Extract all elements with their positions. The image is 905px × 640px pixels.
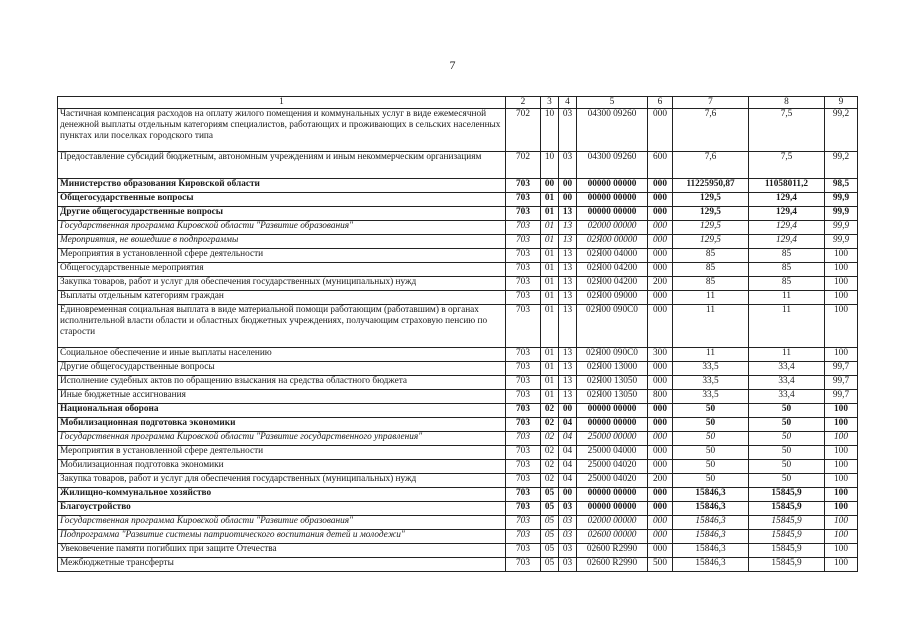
row-name-cell: Мобилизационная подготовка экономики xyxy=(58,460,506,474)
planned-amount-cell: 129,5 xyxy=(673,193,749,207)
planned-amount-cell: 15846,3 xyxy=(673,544,749,558)
table-row xyxy=(58,446,858,460)
target-article-cell: 25000 00000 xyxy=(577,432,648,446)
table-row xyxy=(58,404,858,418)
execution-percent-cell: 99,7 xyxy=(825,376,858,390)
table-row xyxy=(58,544,858,558)
row-name-cell: Мероприятия, не вошедшие в подпрограммы xyxy=(58,235,506,249)
executed-amount-cell: 85 xyxy=(749,277,825,291)
expense-type-cell: 800 xyxy=(648,390,673,404)
table-row xyxy=(58,558,858,572)
section-code-cell: 01 xyxy=(541,263,559,277)
execution-percent-cell: 99,7 xyxy=(825,390,858,404)
executed-amount-cell: 15845,9 xyxy=(749,488,825,502)
ministry-code-cell: 703 xyxy=(506,488,541,502)
table-row xyxy=(58,235,858,249)
section-code-cell: 05 xyxy=(541,502,559,516)
subsection-code-cell: 03 xyxy=(559,516,577,530)
header-cell: 6 xyxy=(648,97,673,109)
section-code-cell: 01 xyxy=(541,305,559,348)
section-code-cell: 02 xyxy=(541,460,559,474)
section-code-cell: 05 xyxy=(541,488,559,502)
planned-amount-cell: 50 xyxy=(673,404,749,418)
ministry-code-cell: 703 xyxy=(506,446,541,460)
executed-amount-cell: 15845,9 xyxy=(749,558,825,572)
target-article-cell: 02Я00 13050 xyxy=(577,376,648,390)
expense-type-cell: 500 xyxy=(648,558,673,572)
execution-percent-cell: 100 xyxy=(825,305,858,348)
planned-amount-cell: 15846,3 xyxy=(673,502,749,516)
subsection-code-cell: 00 xyxy=(559,404,577,418)
expense-type-cell: 000 xyxy=(648,404,673,418)
header-cell: 7 xyxy=(673,97,749,109)
section-code-cell: 01 xyxy=(541,376,559,390)
subsection-code-cell: 03 xyxy=(559,544,577,558)
row-name-cell: Мобилизационная подготовка экономики xyxy=(58,418,506,432)
ministry-code-cell: 703 xyxy=(506,207,541,221)
row-name-cell: Исполнение судебных актов по обращению взыскания на средства областного бюджета xyxy=(58,376,506,390)
planned-amount-cell: 85 xyxy=(673,263,749,277)
ministry-code-cell: 703 xyxy=(506,291,541,305)
header-cell: 9 xyxy=(825,97,858,109)
budget-table xyxy=(57,96,858,572)
ministry-code-cell: 703 xyxy=(506,390,541,404)
ministry-code-cell: 703 xyxy=(506,348,541,362)
ministry-code-cell: 703 xyxy=(506,305,541,348)
subsection-code-cell: 03 xyxy=(559,558,577,572)
execution-percent-cell: 100 xyxy=(825,558,858,572)
planned-amount-cell: 15846,3 xyxy=(673,558,749,572)
target-article-cell: 04300 09260 xyxy=(577,152,648,179)
ministry-code-cell: 703 xyxy=(506,362,541,376)
section-code-cell: 02 xyxy=(541,418,559,432)
table-row xyxy=(58,390,858,404)
target-article-cell: 00000 00000 xyxy=(577,502,648,516)
ministry-code-cell: 703 xyxy=(506,558,541,572)
planned-amount-cell: 85 xyxy=(673,277,749,291)
row-name-cell: Социальное обеспечение и иные выплаты населению xyxy=(58,348,506,362)
section-code-cell: 01 xyxy=(541,277,559,291)
ministry-code-cell: 703 xyxy=(506,474,541,488)
subsection-code-cell: 03 xyxy=(559,152,577,179)
section-code-cell: 02 xyxy=(541,446,559,460)
executed-amount-cell: 7,5 xyxy=(749,152,825,179)
planned-amount-cell: 33,5 xyxy=(673,362,749,376)
expense-type-cell: 200 xyxy=(648,277,673,291)
row-name-cell: Выплаты отдельным категориям граждан xyxy=(58,291,506,305)
planned-amount-cell: 50 xyxy=(673,446,749,460)
section-code-cell: 10 xyxy=(541,109,559,152)
subsection-code-cell: 13 xyxy=(559,376,577,390)
table-row xyxy=(58,207,858,221)
target-article-cell: 02000 00000 xyxy=(577,221,648,235)
execution-percent-cell: 99,9 xyxy=(825,235,858,249)
target-article-cell: 02Я00 090С0 xyxy=(577,305,648,348)
table-row xyxy=(58,249,858,263)
executed-amount-cell: 50 xyxy=(749,418,825,432)
planned-amount-cell: 50 xyxy=(673,432,749,446)
execution-percent-cell: 100 xyxy=(825,530,858,544)
subsection-code-cell: 04 xyxy=(559,446,577,460)
row-name-cell: Национальная оборона xyxy=(58,404,506,418)
subsection-code-cell: 03 xyxy=(559,530,577,544)
executed-amount-cell: 33,4 xyxy=(749,362,825,376)
section-code-cell: 01 xyxy=(541,221,559,235)
execution-percent-cell: 99,7 xyxy=(825,362,858,376)
table-row xyxy=(58,109,858,152)
executed-amount-cell: 129,4 xyxy=(749,193,825,207)
target-article-cell: 02000 00000 xyxy=(577,516,648,530)
section-code-cell: 02 xyxy=(541,404,559,418)
planned-amount-cell: 7,6 xyxy=(673,152,749,179)
expense-type-cell: 000 xyxy=(648,418,673,432)
header-cell: 2 xyxy=(506,97,541,109)
expense-type-cell: 600 xyxy=(648,152,673,179)
ministry-code-cell: 703 xyxy=(506,263,541,277)
expense-type-cell: 000 xyxy=(648,179,673,193)
table-row xyxy=(58,263,858,277)
header-cell: 4 xyxy=(559,97,577,109)
subsection-code-cell: 13 xyxy=(559,235,577,249)
table-row xyxy=(58,305,858,348)
planned-amount-cell: 11225950,87 xyxy=(673,179,749,193)
expense-type-cell: 000 xyxy=(648,376,673,390)
expense-type-cell: 000 xyxy=(648,516,673,530)
planned-amount-cell: 50 xyxy=(673,418,749,432)
ministry-code-cell: 703 xyxy=(506,460,541,474)
executed-amount-cell: 11 xyxy=(749,305,825,348)
expense-type-cell: 300 xyxy=(648,348,673,362)
table-row xyxy=(58,488,858,502)
planned-amount-cell: 15846,3 xyxy=(673,530,749,544)
table-row xyxy=(58,432,858,446)
executed-amount-cell: 33,4 xyxy=(749,390,825,404)
section-code-cell: 01 xyxy=(541,390,559,404)
section-code-cell: 05 xyxy=(541,516,559,530)
execution-percent-cell: 100 xyxy=(825,277,858,291)
expense-type-cell: 000 xyxy=(648,193,673,207)
execution-percent-cell: 100 xyxy=(825,488,858,502)
execution-percent-cell: 99,2 xyxy=(825,152,858,179)
executed-amount-cell: 50 xyxy=(749,474,825,488)
target-article-cell: 00000 00000 xyxy=(577,179,648,193)
executed-amount-cell: 11 xyxy=(749,291,825,305)
planned-amount-cell: 15846,3 xyxy=(673,488,749,502)
target-article-cell: 02Я00 09000 xyxy=(577,291,648,305)
planned-amount-cell: 11 xyxy=(673,305,749,348)
table-row xyxy=(58,179,858,193)
target-article-cell: 02600 R2990 xyxy=(577,558,648,572)
expense-type-cell: 000 xyxy=(648,207,673,221)
planned-amount-cell: 15846,3 xyxy=(673,516,749,530)
target-article-cell: 04300 09260 xyxy=(577,109,648,152)
ministry-code-cell: 703 xyxy=(506,418,541,432)
executed-amount-cell: 15845,9 xyxy=(749,530,825,544)
ministry-code-cell: 703 xyxy=(506,544,541,558)
section-code-cell: 01 xyxy=(541,348,559,362)
ministry-code-cell: 703 xyxy=(506,249,541,263)
section-code-cell: 01 xyxy=(541,235,559,249)
expense-type-cell: 000 xyxy=(648,291,673,305)
ministry-code-cell: 703 xyxy=(506,376,541,390)
execution-percent-cell: 100 xyxy=(825,502,858,516)
row-name-cell: Единовременная социальная выплата в виде материальной помощи работающим (работавшим) в органах исполнительной власти области и областных бюджетных учреждениях, получающим страховую пенсию по старости xyxy=(58,305,506,348)
section-code-cell: 01 xyxy=(541,193,559,207)
executed-amount-cell: 15845,9 xyxy=(749,544,825,558)
ministry-code-cell: 702 xyxy=(506,109,541,152)
section-code-cell: 02 xyxy=(541,432,559,446)
ministry-code-cell: 703 xyxy=(506,193,541,207)
executed-amount-cell: 129,4 xyxy=(749,207,825,221)
subsection-code-cell: 13 xyxy=(559,207,577,221)
section-code-cell: 05 xyxy=(541,544,559,558)
table-row xyxy=(58,418,858,432)
header-cell: 3 xyxy=(541,97,559,109)
subsection-code-cell: 13 xyxy=(559,362,577,376)
planned-amount-cell: 11 xyxy=(673,348,749,362)
row-name-cell: Межбюджетные трансферты xyxy=(58,558,506,572)
section-code-cell: 05 xyxy=(541,530,559,544)
header-cell: 1 xyxy=(58,97,506,109)
section-code-cell: 00 xyxy=(541,179,559,193)
ministry-code-cell: 703 xyxy=(506,516,541,530)
executed-amount-cell: 85 xyxy=(749,263,825,277)
expense-type-cell: 000 xyxy=(648,432,673,446)
expense-type-cell: 000 xyxy=(648,249,673,263)
target-article-cell: 02Я00 00000 xyxy=(577,235,648,249)
row-name-cell: Другие общегосударственные вопросы xyxy=(58,207,506,221)
executed-amount-cell: 50 xyxy=(749,460,825,474)
executed-amount-cell: 7,5 xyxy=(749,109,825,152)
ministry-code-cell: 703 xyxy=(506,502,541,516)
expense-type-cell: 000 xyxy=(648,235,673,249)
execution-percent-cell: 100 xyxy=(825,432,858,446)
subsection-code-cell: 13 xyxy=(559,348,577,362)
row-name-cell: Частичная компенсация расходов на оплату жилого помещения и коммунальных услуг в виде ежемесячной денежной выплаты отдельным категориям специалистов, работающих и проживающих в сельских населенных пунктах или поселках городского типа xyxy=(58,109,506,152)
row-name-cell: Другие общегосударственные вопросы xyxy=(58,362,506,376)
table-row xyxy=(58,376,858,390)
subsection-code-cell: 00 xyxy=(559,488,577,502)
table-row xyxy=(58,362,858,376)
row-name-cell: Мероприятия в установленной сфере деятельности xyxy=(58,446,506,460)
planned-amount-cell: 129,5 xyxy=(673,207,749,221)
table-row xyxy=(58,277,858,291)
subsection-code-cell: 13 xyxy=(559,390,577,404)
execution-percent-cell: 100 xyxy=(825,516,858,530)
table-row xyxy=(58,502,858,516)
table-row xyxy=(58,460,858,474)
planned-amount-cell: 33,5 xyxy=(673,390,749,404)
execution-percent-cell: 100 xyxy=(825,460,858,474)
expense-type-cell: 000 xyxy=(648,502,673,516)
subsection-code-cell: 13 xyxy=(559,277,577,291)
row-name-cell: Государственная программа Кировской области "Развитие образования" xyxy=(58,221,506,235)
section-code-cell: 01 xyxy=(541,207,559,221)
page-number: 7 xyxy=(449,58,456,72)
row-name-cell: Увековечение памяти погибших при защите Отечества xyxy=(58,544,506,558)
executed-amount-cell: 129,4 xyxy=(749,235,825,249)
executed-amount-cell: 11058011,2 xyxy=(749,179,825,193)
ministry-code-cell: 703 xyxy=(506,235,541,249)
execution-percent-cell: 100 xyxy=(825,474,858,488)
target-article-cell: 00000 00000 xyxy=(577,207,648,221)
target-article-cell: 00000 00000 xyxy=(577,488,648,502)
section-code-cell: 05 xyxy=(541,558,559,572)
subsection-code-cell: 00 xyxy=(559,179,577,193)
subsection-code-cell: 13 xyxy=(559,305,577,348)
table-row xyxy=(58,221,858,235)
executed-amount-cell: 15845,9 xyxy=(749,502,825,516)
expense-type-cell: 000 xyxy=(648,263,673,277)
execution-percent-cell: 100 xyxy=(825,446,858,460)
header-cell: 8 xyxy=(749,97,825,109)
execution-percent-cell: 99,9 xyxy=(825,207,858,221)
target-article-cell: 02Я00 090С0 xyxy=(577,348,648,362)
subsection-code-cell: 13 xyxy=(559,221,577,235)
expense-type-cell: 000 xyxy=(648,460,673,474)
target-article-cell: 02Я00 04000 xyxy=(577,249,648,263)
expense-type-cell: 000 xyxy=(648,305,673,348)
execution-percent-cell: 100 xyxy=(825,249,858,263)
row-name-cell: Государственная программа Кировской области "Развитие государственного управления" xyxy=(58,432,506,446)
executed-amount-cell: 50 xyxy=(749,432,825,446)
table-row xyxy=(58,152,858,179)
table-row xyxy=(58,193,858,207)
expense-type-cell: 000 xyxy=(648,530,673,544)
row-name-cell: Государственная программа Кировской области "Развитие образования" xyxy=(58,516,506,530)
execution-percent-cell: 99,9 xyxy=(825,193,858,207)
target-article-cell: 02600 R2990 xyxy=(577,544,648,558)
subsection-code-cell: 04 xyxy=(559,474,577,488)
section-code-cell: 01 xyxy=(541,291,559,305)
header-cell: 5 xyxy=(577,97,648,109)
table-header-row xyxy=(58,97,858,109)
execution-percent-cell: 100 xyxy=(825,291,858,305)
subsection-code-cell: 03 xyxy=(559,109,577,152)
execution-percent-cell: 100 xyxy=(825,544,858,558)
planned-amount-cell: 7,6 xyxy=(673,109,749,152)
row-name-cell: Благоустройство xyxy=(58,502,506,516)
expense-type-cell: 000 xyxy=(648,544,673,558)
row-name-cell: Подпрограмма "Развитие системы патриотического воспитания детей и молодежи" xyxy=(58,530,506,544)
executed-amount-cell: 33,4 xyxy=(749,376,825,390)
planned-amount-cell: 50 xyxy=(673,474,749,488)
row-name-cell: Министерство образования Кировской области xyxy=(58,179,506,193)
executed-amount-cell: 129,4 xyxy=(749,221,825,235)
expense-type-cell: 200 xyxy=(648,474,673,488)
planned-amount-cell: 129,5 xyxy=(673,221,749,235)
planned-amount-cell: 85 xyxy=(673,249,749,263)
execution-percent-cell: 99,9 xyxy=(825,221,858,235)
table-row xyxy=(58,291,858,305)
execution-percent-cell: 100 xyxy=(825,263,858,277)
row-name-cell: Закупка товаров, работ и услуг для обеспечения государственных (муниципальных) нужд xyxy=(58,474,506,488)
row-name-cell: Общегосударственные мероприятия xyxy=(58,263,506,277)
subsection-code-cell: 13 xyxy=(559,263,577,277)
row-name-cell: Мероприятия в установленной сфере деятельности xyxy=(58,249,506,263)
subsection-code-cell: 04 xyxy=(559,432,577,446)
target-article-cell: 25000 04020 xyxy=(577,460,648,474)
subsection-code-cell: 04 xyxy=(559,418,577,432)
table-row xyxy=(58,516,858,530)
execution-percent-cell: 99,2 xyxy=(825,109,858,152)
target-article-cell: 02Я00 04200 xyxy=(577,277,648,291)
section-code-cell: 01 xyxy=(541,362,559,376)
row-name-cell: Жилищно-коммунальное хозяйство xyxy=(58,488,506,502)
subsection-code-cell: 00 xyxy=(559,193,577,207)
row-name-cell: Иные бюджетные ассигнования xyxy=(58,390,506,404)
expense-type-cell: 000 xyxy=(648,362,673,376)
subsection-code-cell: 03 xyxy=(559,502,577,516)
subsection-code-cell: 04 xyxy=(559,460,577,474)
executed-amount-cell: 50 xyxy=(749,446,825,460)
section-code-cell: 02 xyxy=(541,474,559,488)
row-name-cell: Предоставление субсидий бюджетным, автономным учреждениям и иным некоммерческим организациям xyxy=(58,152,506,179)
executed-amount-cell: 50 xyxy=(749,404,825,418)
subsection-code-cell: 13 xyxy=(559,249,577,263)
planned-amount-cell: 50 xyxy=(673,460,749,474)
planned-amount-cell: 129,5 xyxy=(673,235,749,249)
target-article-cell: 02Я00 04200 xyxy=(577,263,648,277)
ministry-code-cell: 703 xyxy=(506,221,541,235)
table-row xyxy=(58,530,858,544)
ministry-code-cell: 703 xyxy=(506,179,541,193)
planned-amount-cell: 33,5 xyxy=(673,376,749,390)
section-code-cell: 01 xyxy=(541,249,559,263)
target-article-cell: 02Я00 13000 xyxy=(577,362,648,376)
subsection-code-cell: 13 xyxy=(559,291,577,305)
table-row xyxy=(58,348,858,362)
executed-amount-cell: 15845,9 xyxy=(749,516,825,530)
target-article-cell: 00000 00000 xyxy=(577,418,648,432)
table-row xyxy=(58,474,858,488)
execution-percent-cell: 100 xyxy=(825,418,858,432)
target-article-cell: 00000 00000 xyxy=(577,193,648,207)
expense-type-cell: 000 xyxy=(648,446,673,460)
execution-percent-cell: 98,5 xyxy=(825,179,858,193)
ministry-code-cell: 702 xyxy=(506,152,541,179)
ministry-code-cell: 703 xyxy=(506,432,541,446)
ministry-code-cell: 703 xyxy=(506,404,541,418)
target-article-cell: 25000 04000 xyxy=(577,446,648,460)
target-article-cell: 02Я00 13050 xyxy=(577,390,648,404)
row-name-cell: Закупка товаров, работ и услуг для обеспечения государственных (муниципальных) нужд xyxy=(58,277,506,291)
target-article-cell: 25000 04020 xyxy=(577,474,648,488)
planned-amount-cell: 11 xyxy=(673,291,749,305)
target-article-cell: 02600 00000 xyxy=(577,530,648,544)
ministry-code-cell: 703 xyxy=(506,277,541,291)
executed-amount-cell: 11 xyxy=(749,348,825,362)
target-article-cell: 00000 00000 xyxy=(577,404,648,418)
execution-percent-cell: 100 xyxy=(825,348,858,362)
expense-type-cell: 000 xyxy=(648,109,673,152)
ministry-code-cell: 703 xyxy=(506,530,541,544)
section-code-cell: 10 xyxy=(541,152,559,179)
execution-percent-cell: 100 xyxy=(825,404,858,418)
row-name-cell: Общегосударственные вопросы xyxy=(58,193,506,207)
expense-type-cell: 000 xyxy=(648,221,673,235)
expense-type-cell: 000 xyxy=(648,488,673,502)
executed-amount-cell: 85 xyxy=(749,249,825,263)
